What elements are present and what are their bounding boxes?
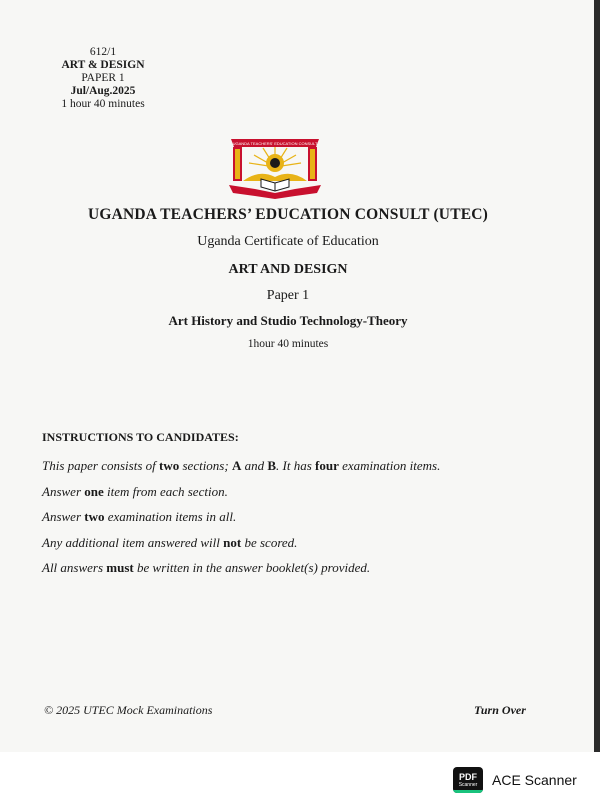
- paper-header: [48, 46, 158, 111]
- instruction-line-5: All answers must be written in the answer booklet(s) provided.: [42, 560, 371, 575]
- pdf-scanner-icon: PDF Scanner: [453, 767, 483, 793]
- instructions-heading: INSTRUCTIONS TO CANDIDATES:: [42, 430, 239, 444]
- organization-title: UGANDA TEACHERS’ EDUCATION CONSULT (UTEC): [87, 206, 489, 223]
- certificate-title: Uganda Certificate of Education: [197, 234, 379, 249]
- svg-text:UGANDA TEACHERS' EDUCATION CON: UGANDA TEACHERS' EDUCATION CONSULT: [232, 141, 318, 146]
- instruction-line-4: Any additional item answered will not be scored.: [42, 534, 298, 550]
- copyright-notice: © 2025 UTEC Mock Examinations: [44, 703, 213, 717]
- duration-title: 1hour 40 minutes: [247, 338, 329, 350]
- turn-over-label: Turn Over: [474, 703, 526, 717]
- scanner-watermark: [453, 766, 577, 794]
- paper-subject: ART & DESIGN: [61, 59, 145, 71]
- paper-code: 612/1: [89, 46, 117, 58]
- paper-number: PAPER 1: [81, 72, 125, 84]
- instruction-line-2: Answer one item from each section.: [42, 483, 228, 499]
- utec-logo: [225, 133, 325, 199]
- instruction-line-3: Answer two examination items in all.: [42, 509, 237, 524]
- paper-title: Paper 1: [266, 288, 310, 303]
- scanner-app-name: ACE Scanner: [492, 772, 577, 788]
- paper-session: Jul/Aug.2025: [70, 85, 136, 97]
- subject-title: ART AND DESIGN: [228, 262, 348, 277]
- scan-edge-shadow: [594, 0, 600, 800]
- topic-title: Art History and Studio Technology-Theory: [168, 313, 408, 328]
- instruction-line-1: This paper consists of two sections; A and B. It has four examination items.: [42, 458, 441, 473]
- instructions-section: [42, 430, 562, 581]
- paper-duration: 1 hour 40 minutes: [61, 98, 145, 110]
